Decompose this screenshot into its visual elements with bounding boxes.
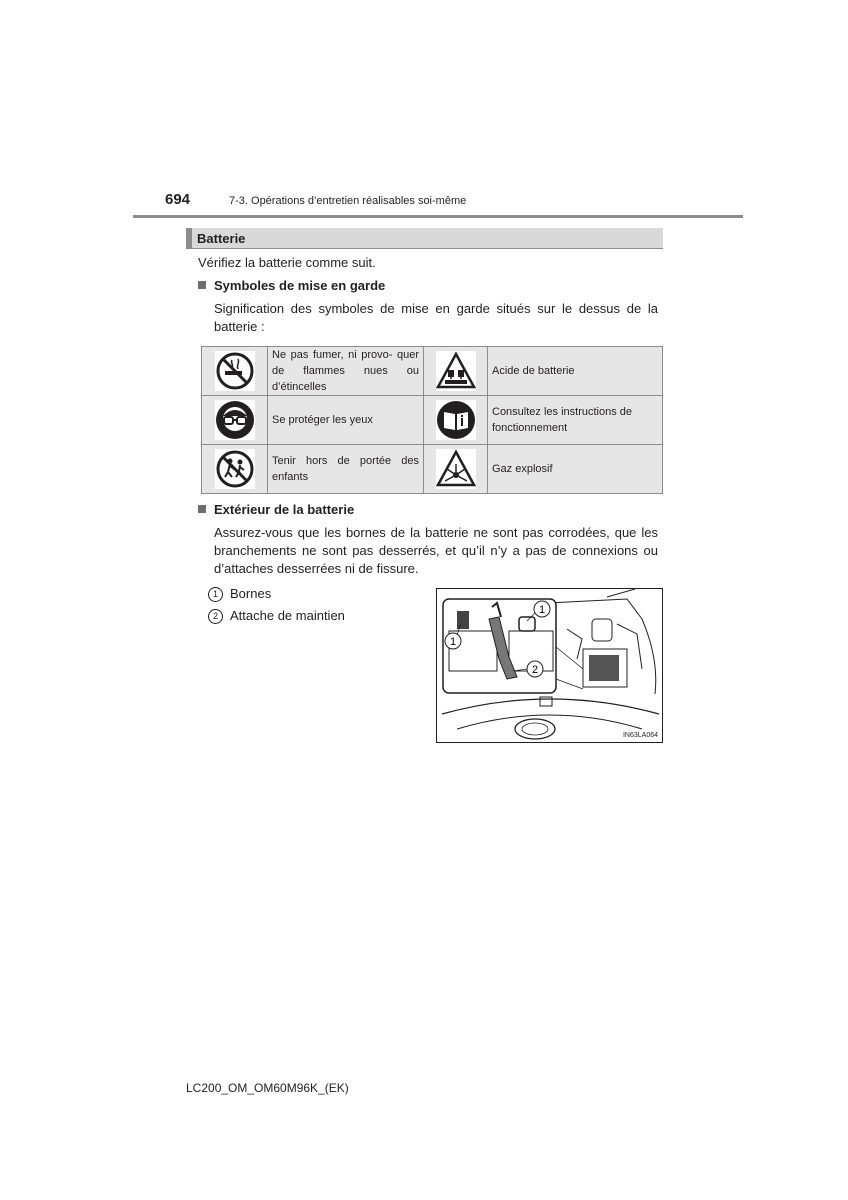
table-row: [202, 396, 663, 445]
eye-protection-icon: [215, 400, 255, 440]
table-cell-text: Consultez les instructions de fonctionnement: [488, 396, 663, 445]
exterior-heading: [198, 502, 354, 517]
figure-callout: 2: [531, 664, 539, 676]
legend-label: Bornes: [230, 586, 272, 601]
table-cell-text: Gaz explosif: [488, 445, 663, 494]
section-path: 7-3. Opérations d’entretien réalisables soi-même: [229, 195, 467, 207]
table-cell-icon: [202, 445, 268, 494]
page-number: 694: [165, 191, 191, 208]
legend-item: [208, 608, 345, 624]
header-rule: [133, 215, 743, 218]
table-cell-icon: [424, 396, 488, 445]
warning-symbols-table: [201, 346, 663, 494]
keep-away-children-icon: [215, 449, 255, 489]
symbols-heading-label: Symboles de mise en garde: [214, 278, 386, 293]
heading-accent: [186, 228, 192, 248]
battery-illustration: [436, 588, 663, 743]
figure-callout: 1: [449, 636, 457, 648]
square-bullet-icon: [198, 281, 206, 289]
exterior-text-line3: d’attaches desserrées ni de fissure.: [214, 561, 419, 576]
table-cell-text: Se protéger les yeux: [268, 396, 424, 445]
explosive-gas-icon: [436, 449, 476, 489]
symbols-heading: [198, 278, 385, 293]
exterior-heading-label: Extérieur de la batterie: [214, 502, 355, 517]
table-cell-text: Tenir hors de portée des enfants: [268, 445, 424, 494]
symbols-description-line2: batterie :: [214, 319, 265, 334]
intro-text: Vérifiez la batterie comme suit.: [198, 255, 376, 270]
engine-bay-drawing: [437, 589, 663, 743]
table-cell-icon: [424, 445, 488, 494]
exterior-text-line2: branchements ne sont pas desserrés, et qu’il n’y a pas de connexions ou: [214, 543, 658, 558]
table-cell-icon: [202, 396, 268, 445]
table-cell-icon: [202, 347, 268, 396]
table-cell-icon: [424, 347, 488, 396]
symbols-description-line1: Signification des symboles de mise en garde situés sur le dessus de la: [214, 301, 658, 316]
table-row: [202, 445, 663, 494]
read-instructions-icon: [436, 400, 476, 440]
table-cell-text: Acide de batterie: [488, 347, 663, 396]
table-cell-text: Ne pas fumer, ni provo- quer de flammes nues ou d’étincelles: [268, 347, 424, 396]
square-bullet-icon: [198, 505, 206, 513]
section-title: Batterie: [197, 231, 246, 246]
legend-number: 1: [208, 587, 223, 602]
figure-code: IN63LA064: [622, 732, 658, 739]
section-heading-bar: [186, 228, 663, 249]
acid-warning-icon: [436, 351, 476, 391]
no-smoking-icon: [215, 351, 255, 391]
legend-item: [208, 586, 271, 602]
table-row: [202, 347, 663, 396]
legend-number: 2: [208, 609, 223, 624]
exterior-text-line1: Assurez-vous que les bornes de la batterie ne sont pas corrodées, que les: [214, 525, 658, 540]
figure-callout: 1: [538, 604, 546, 616]
footer-code: LC200_OM_OM60M96K_(EK): [186, 1081, 349, 1095]
legend-label: Attache de maintien: [230, 608, 345, 623]
